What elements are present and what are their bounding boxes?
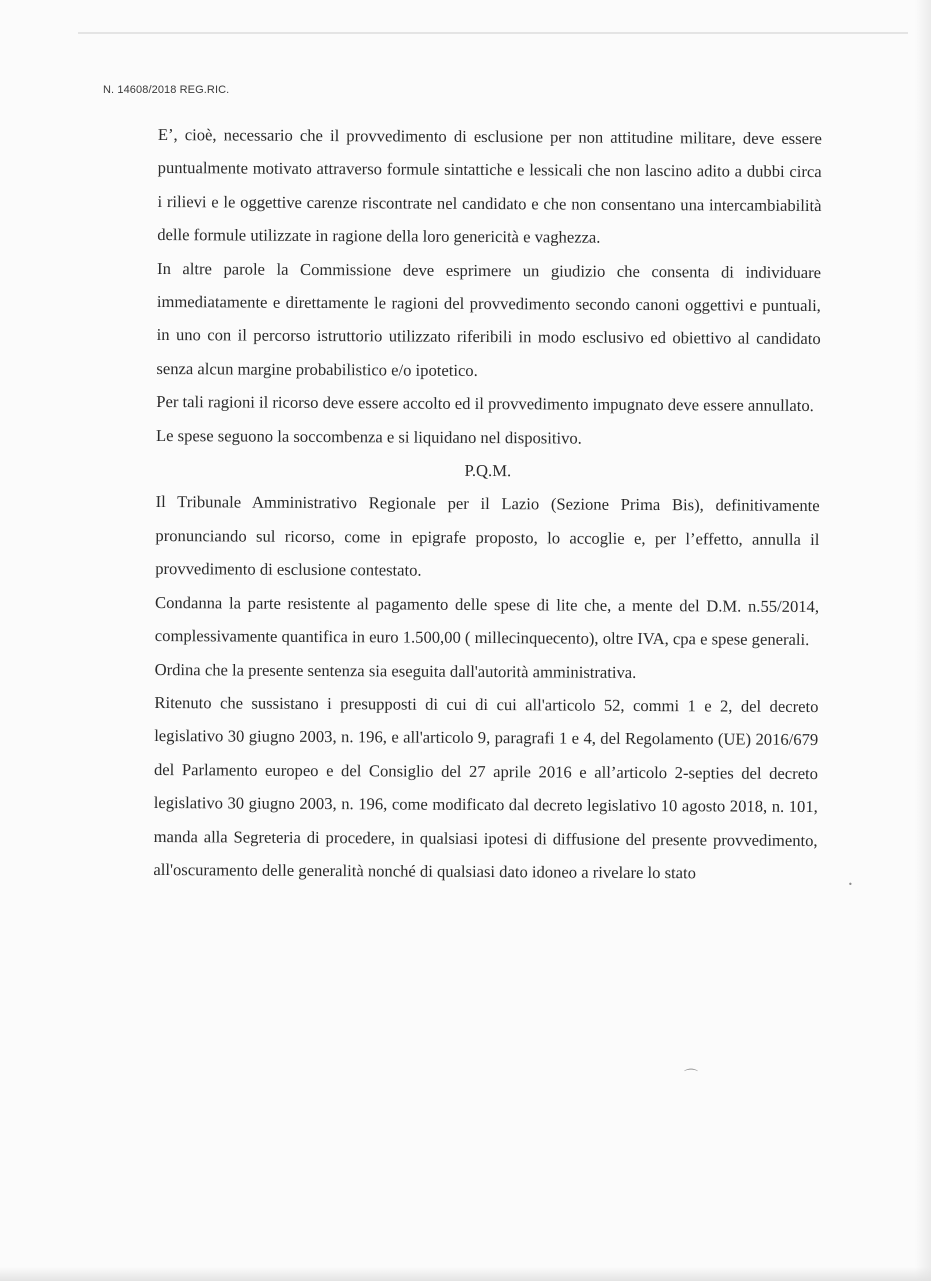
judgment-body: [153, 118, 822, 890]
paragraph-motivation: E’, cioè, necessario che il provvedimento di esclusione per non attitudine militare, deve essere puntualmente motivato attraverso formule sintattiche e lessicali che non lascino adito a dubbi circa i rilievi e le oggettive carenze riscontrate nel candidato e che non consentano una intercambiabilità delle formule utilizzate in ragione della loro genericità e vaghezza.: [157, 124, 822, 247]
paragraph-privacy: Ritenuto che sussistano i presupposti di cui di cui all'articolo 52, commi 1 e 2, del decreto legislativo 30 giugno 2003, n. 196, e all'articolo 9, paragrafi 1 e 4, del Regolamento (UE) 2016/679 del Parlamento europeo e del Consiglio del 27 aprile 2016 e all’articolo 2-septies del decreto legislativo 30 giugno 2003, n. 196, come modificato dal decreto legislativo 10 agosto 2018, n. 101, manda alla Segreteria di procedere, in qualsiasi ipotesi di diffusione del presente provvedimento, all'oscuramento delle generalità nonché di qualsiasi dato idoneo a rivelare lo stato: [153, 692, 819, 883]
scan-mark: ⌒: [684, 1069, 698, 1085]
case-number-header: N. 14608/2018 REG.RIC.: [103, 84, 230, 96]
scan-dot: •: [848, 880, 853, 889]
paragraph-costs: Le spese seguono la soccombenza e si liquidano nel dispositivo.: [156, 425, 582, 448]
pqm-heading: P.Q.M.: [464, 460, 512, 481]
scan-right-edge: [915, 0, 931, 1281]
paragraph-condemnation: Condanna la parte resistente al pagamento delle spese di lite che, a mente del D.M. n.55/2014, complessivamente quantifica in euro 1.500,00 ( millecinquecento), oltre IVA, cpa e spese generali.: [154, 592, 820, 650]
paragraph-enforcement: Ordina che la presente sentenza sia eseguita dall'autorità amministrativa.: [154, 659, 637, 682]
scan-bottom-edge: [0, 1267, 931, 1281]
top-scan-rule: [78, 32, 908, 34]
paragraph-reasons: Per tali ragioni il ricorso deve essere accolto ed il provvedimento impugnato deve essere annullato.: [156, 392, 814, 416]
paragraph-ruling: Il Tribunale Amministrativo Regionale per il Lazio (Sezione Prima Bis), definitivamente pronunciando sul ricorso, come in epigrafe proposto, lo accoglie e, per l’effetto, annulla il provvedimento di esclusione contestato.: [155, 492, 820, 580]
paragraph-commission: In altre parole la Commissione deve esprimere un giudizio che consenta di individuare immediatamente e direttamente le ragioni del provvedimento secondo canoni oggettivi e puntuali, in uno con il percorso istruttorio utilizzato riferibili in modo esclusivo ed obiettivo al candidato senza alcun margine probabilistico e/o ipotetico.: [156, 258, 822, 380]
